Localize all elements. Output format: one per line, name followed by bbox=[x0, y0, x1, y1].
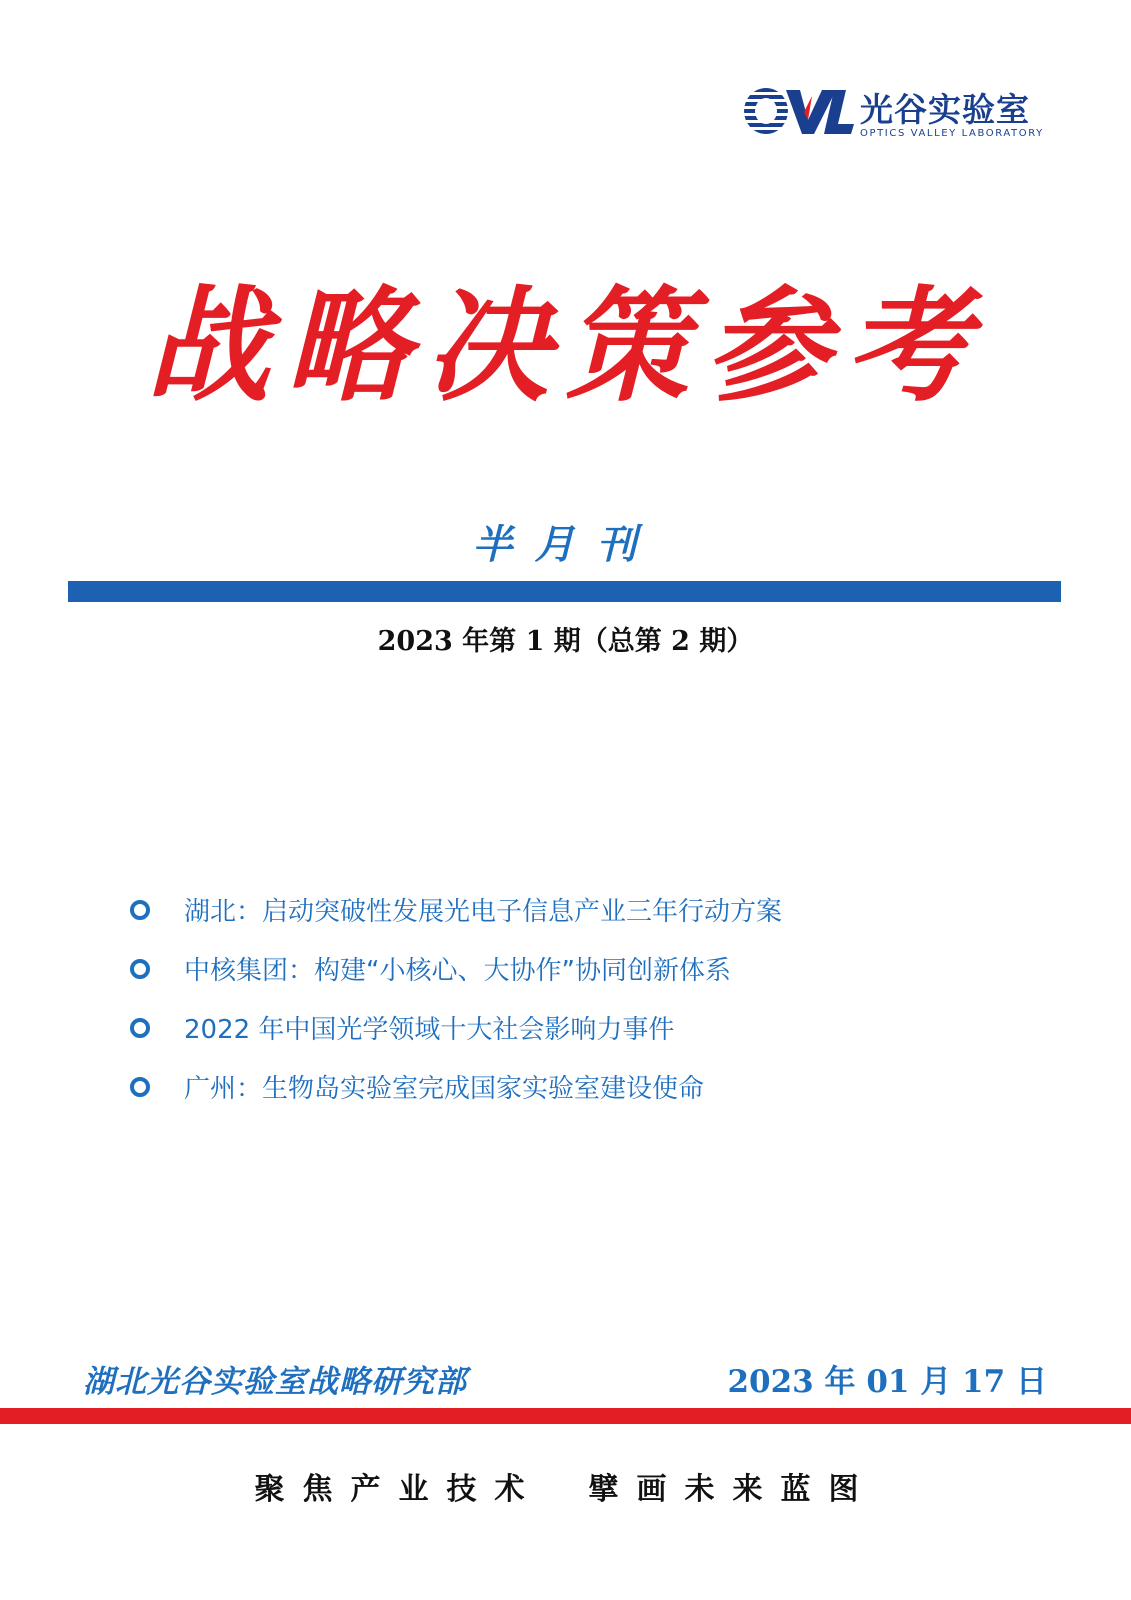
toc-item bbox=[130, 939, 1030, 998]
slogan-left: 聚焦产业技术 bbox=[254, 1472, 543, 1507]
toc-item-text: 2022 年中国光学领域十大社会影响力事件 bbox=[184, 1015, 675, 1045]
logo-chinese-name: 光谷实验室 bbox=[860, 90, 1030, 129]
toc-item-text: 中核集团：构建“小核心、大协作”协同创新体系 bbox=[184, 956, 731, 986]
publication-title: 战略决策参考 bbox=[145, 274, 986, 419]
toc-item bbox=[130, 880, 1030, 939]
circle-bullet-icon bbox=[130, 959, 150, 979]
toc-item-text: 湖北：启动突破性发展光电子信息产业三年行动方案 bbox=[184, 897, 783, 927]
issue-number: 2023 年第 1 期（总第 2 期） bbox=[377, 626, 754, 657]
circle-bullet-icon bbox=[130, 1018, 150, 1038]
toc-item bbox=[130, 1057, 1030, 1116]
publisher-organization: 湖北光谷实验室战略研究部 bbox=[83, 1364, 467, 1400]
ovl-logo-icon bbox=[742, 86, 854, 138]
logo-english-name: OPTICS VALLEY LABORATORY bbox=[860, 128, 1044, 139]
toc-item-text: 广州：生物岛实验室完成国家实验室建设使命 bbox=[184, 1074, 705, 1104]
circle-bullet-icon bbox=[130, 1077, 150, 1097]
publication-frequency: 半月刊 bbox=[472, 521, 659, 568]
slogan bbox=[0, 1464, 1131, 1508]
toc-item bbox=[130, 998, 1030, 1057]
table-of-contents bbox=[130, 880, 1030, 1116]
blue-divider bbox=[68, 581, 1061, 602]
slogan-right: 擘画未来蓝图 bbox=[588, 1472, 877, 1507]
circle-bullet-icon bbox=[130, 900, 150, 920]
publication-date: 2023 年 01 月 17 日 bbox=[727, 1364, 1047, 1400]
ovl-logo bbox=[742, 82, 1052, 144]
red-divider bbox=[0, 1408, 1131, 1424]
